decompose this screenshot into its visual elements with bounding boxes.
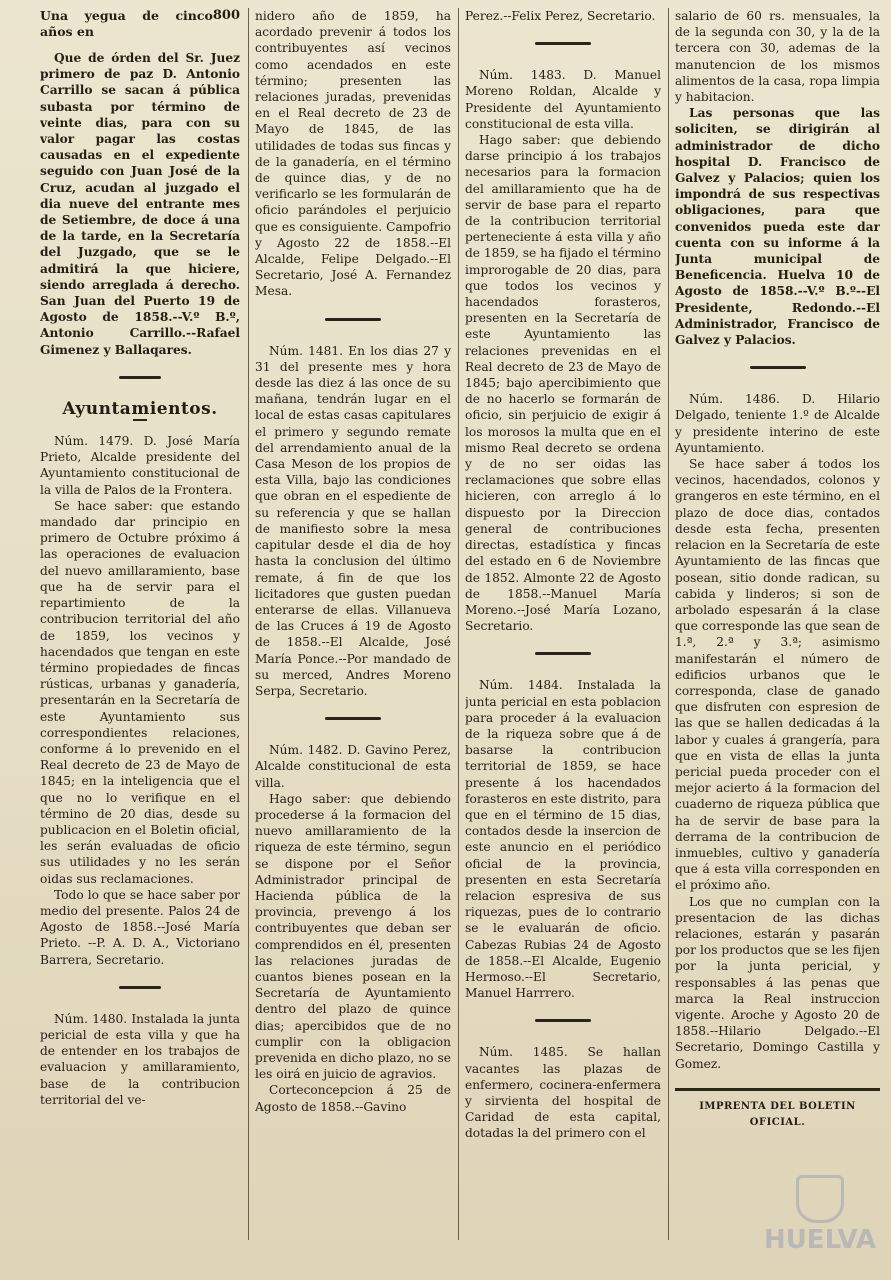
title-underline	[133, 419, 147, 421]
separator	[535, 42, 591, 45]
column-rule	[248, 8, 249, 1240]
notice-1480-text: Núm. 1480. Instalada la junta pericial de esta villa y que ha de entender en los trabajos de evaluacion y amillaramiento, base de la contribucion territorial del ve-	[40, 1011, 240, 1107]
shield-icon	[796, 1175, 844, 1223]
notice-1486-body: Se hace saber á todos los vecinos, hacendados, colonos y grangeros en este término, en el plazo de doce dias, contados desde esta fecha, presenten relacion en la Secretaría de este Ayuntamiento de las fincas que posean, sitio donde radican, su cabida y linderos; si son de arbolado espesarán á la clase que corresponde las que sean de 1.ª, 2.ª y 3.ª; asimismo manifestarán el número de edificios urbanos que le corresponda, clase de ganado que disfruten con espresion de las que se hallen dedicadas á la labor y cuales á grangería, para que en vista de ellas la junta pericial pueda proceder con el mejor acierto á la formacion del cuaderno de riqueza pública que ha de servir de base para la derrama de la contribucion de inmuebles, cultivo y ganadería que á esta villa corresponden en el próximo año.	[675, 457, 880, 893]
notice-1486-tail: Los que no cumplan con la presentacion de las dichas relaciones, estarán y pasarán por los productos que se les fijen por la junta pericial, y responsables á las penas que marca la Real instruccion vigente. Aroche y Agosto 20 de 1858.--Hilario Delgado.--El Secretario, Domingo Castilla y Gomez.	[675, 894, 880, 1071]
notice-1483-head: Núm. 1483. D. Manuel Moreno Roldan, Alcalde y Presidente del Ayuntamiento constitucional de esta villa.	[465, 68, 661, 131]
notice-campofrio-text: nidero año de 1859, ha acordado prevenir á todos los contribuyentes así vecinos como acendados en este término; presenten las relaciones juradas, prevenidas en el Real decreto de 23 de Mayo de 1845, de las utilidades de todas sus fincas y de la ganadería, en el término de quince dias, y de no verificarlo se les formularán de oficio parándoles el perjuicio que es consiguiente. Campofrio y Agosto 22 de 1858.--El Alcalde, Felipe Delgado.--El Secretario, José A. Fernandez Mesa.	[255, 9, 451, 299]
notice-1485-text: Núm. 1485. Se hallan vacantes las plazas de enfermero, cocinera-enfermera y sirvienta del hospital de Caridad de esta capital, dotadas la del primero con el	[465, 1045, 661, 1141]
notice-1484-text: Núm. 1484. Instalada la junta pericial en esta poblacion para proceder á la evaluacion de la riqueza sobre que á de basarse la contribucion territorial de 1859, se hace presente á los hacendados forasteros en este distrito, para que en el término de 15 dias, contados desde la insercion de este anuncio en el periódico oficial de la provincia, presenten en esta Secretaría relacion espresiva de sus riquezas, pues de lo contrario se le evaluarán de oficio. Cabezas Rubias 24 de Agosto de 1858.--El Alcalde, Eugenio Hermoso.--El Secretario, Manuel Harrrero.	[465, 678, 661, 1001]
notice-1485-cont-p2: Las personas que las soliciten, se dirigirán al administrador de dicho hospital D. Francisco de Galvez y Palacios; quien los impondrá de sus respectivas obligaciones, para que convenidos pueda este dar cuenta con su informe á la Junta municipal de Beneficencia. Huelva 10 de Agosto de 1858.--V.º B.º--El Presidente, Redondo.--El Administrador, Francisco de Galvez y Palacios.	[675, 106, 880, 348]
notice-campofrio	[255, 8, 451, 300]
notice-1480	[40, 1011, 240, 1108]
notice-1484	[465, 677, 661, 1001]
notice-carrillo-text: Que de órden del Sr. Juez primero de paz D. Antonio Carrillo se sacan á pública subasta por término de veinte dias, para con su valor pagar las costas causadas en el expediente seguido con Juan José de la Cruz, acudan al juzgado el dia nueve del entrante mes de Setiembre, de doce á una de la tarde, en la Secretaría del Juzgado, que se le admitirá la que hiciere, siendo arreglada á derecho. San Juan del Puerto 19 de Agosto de 1858.--V.º B.º, Antonio Carrillo.--Rafael Gimenez y Ballaqares.	[40, 51, 240, 357]
column-rule	[668, 8, 669, 1240]
notice-1485	[465, 1044, 661, 1141]
column-3	[465, 8, 661, 1250]
separator	[750, 366, 806, 369]
separator	[535, 1019, 591, 1022]
section-title: Ayuntamientos.	[62, 398, 218, 419]
notice-1479-body: Se hace saber: que estando mandado dar principio en primero de Octubre próximo á las operaciones de evaluacion del nuevo amillaramiento, base que ha de servir para el repartimiento de la contribucion territorial del año de 1859, los vecinos y hacendados que tengan en este término propiedades de fincas rústicas, urbanas y ganadería, presentarán en la Secretaría de este Ayuntamiento sus correspondientes relaciones, conforme á lo prevenido en el Real decreto de 23 de Mayo de 1845; en la inteligencia que el que no lo verifique en el término de 20 dias, desde su publicacion en el Boletin oficial, les serán evaluadas de oficio sus utilidades y no les serán oidas sus reclamaciones.	[40, 498, 240, 886]
column-rule	[458, 8, 459, 1240]
notice-1482	[255, 742, 451, 1115]
notice-1483-body: Hago saber: que debiendo darse principio á los trabajos necesarios para la formacion del amillaramiento que ha de servir de base para el reparto de la contribucion territorial perteneciente á esta villa y año de 1859, se ha fijado el término improrogable de 20 dias, para que todos los vecinos y hacendados forasteros, presenten en la Secretaría de este Ayuntamiento las relaciones prevenidas en el Real decreto de 23 de Mayo de 1845; bajo apercibimiento que de no hacerlo se formarán de oficio, sin perjuicio de exigir á los morosos la multa que en el mismo Real decreto se ordena y de no ser oidas las reclamaciones que sobre ellas hicieren, con arreglo á lo dispuesto por la Direccion general de contribuciones directas, estadística y fincas del estado en 6 de Noviembre de 1852. Almonte 22 de Agosto de 1858.--Manuel María Moreno.--José María Lozano, Secretario.	[465, 133, 661, 634]
yegua-line	[40, 8, 240, 40]
watermark-text: HUELVA	[763, 1225, 877, 1255]
notice-1482-head: Núm. 1482. D. Gavino Perez, Alcalde constitucional de esta villa.	[255, 743, 451, 790]
notice-1481-text: Núm. 1481. En los dias 27 y 31 del presente mes y hora desde las diez á las once de su mañana, tendrán lugar en el local de estas casas capitulares el primero y segundo remate del arrendamiento anual de la Casa Meson de los propios de esta Villa, bajo las condiciones que obran en el espediente de su referencia y que se hallan de manifiesto sobre la mesa capitular desde el dia de hoy hasta la conclusion del último remate, á fin de que los licitadores que gusten puedan enterarse de ellas. Villanueva de las Cruces á 19 de Agosto de 1858.--El Alcalde, José María Ponce.--Por mandado de su merced, Andres Moreno Serpa, Secretario.	[255, 343, 451, 698]
separator	[119, 376, 161, 379]
footer-rule	[675, 1088, 880, 1091]
separator	[325, 318, 381, 321]
notice-corteconcepcion-end	[465, 8, 661, 24]
separator	[325, 717, 381, 720]
yegua-amount: 800	[212, 8, 240, 23]
separator	[119, 986, 161, 989]
column-2	[255, 8, 451, 1250]
notice-1479-tail: Todo lo que se hace saber por medio del presente. Palos 24 de Agosto de 1858.--José María Prieto. --P. A. D. A., Victoriano Barrera, Secretario.	[40, 887, 240, 967]
imprenta-credit: IMPRENTA DEL BOLETIN OFICIAL.	[699, 1100, 856, 1128]
notice-1482-body: Hago saber: que debiendo procederse á la formacion del nuevo amillaramiento de la riqueza de este término, segun se dispone por el Señor Administrador principal de Hacienda pública de la provincia, prevengo á los contribuyentes que deban ser comprendidos en él, presenten las relaciones juradas de cuantos bienes posean en la Secretaría de Ayuntamiento dentro del plazo de quince dias; apercibidos que de no cumplir con la obligacion prevenida en dicho plazo, no se les oirá en juicio de agravios.	[255, 791, 451, 1082]
notice-1482-tail: Corteconcepcion á 25 de Agosto de 1858.--Gavino	[255, 1083, 451, 1114]
notice-1483	[465, 67, 661, 634]
column-4	[675, 8, 880, 1250]
notice-1481	[255, 343, 451, 699]
notice-1486	[675, 391, 880, 1072]
notice-1486-head: Núm. 1486. D. Hilario Delgado, teniente 1.º de Alcalde y presidente interino de este Ayuntamiento.	[675, 392, 880, 455]
notice-cont-text: Perez.--Felix Perez, Secretario.	[465, 9, 656, 23]
notice-1485-cont	[675, 8, 880, 348]
notice-carrillo	[40, 50, 240, 358]
notice-1479-head: Núm. 1479. D. José María Prieto, Alcalde presidente del Ayuntamiento constitucional de la villa de Palos de la Frontera.	[40, 434, 240, 497]
notice-1485-cont-text: salario de 60 rs. mensuales, la de la segunda con 30, y la de la tercera con 30, ademas de la manutencion de los mismos alimentos de la casa, ropa limpia y habitacion.	[675, 9, 880, 105]
notice-1479	[40, 433, 240, 968]
column-1	[40, 8, 240, 1250]
yegua-label: Una yegua de cinco años en	[40, 8, 213, 39]
separator	[535, 652, 591, 655]
library-watermark	[760, 1175, 880, 1265]
